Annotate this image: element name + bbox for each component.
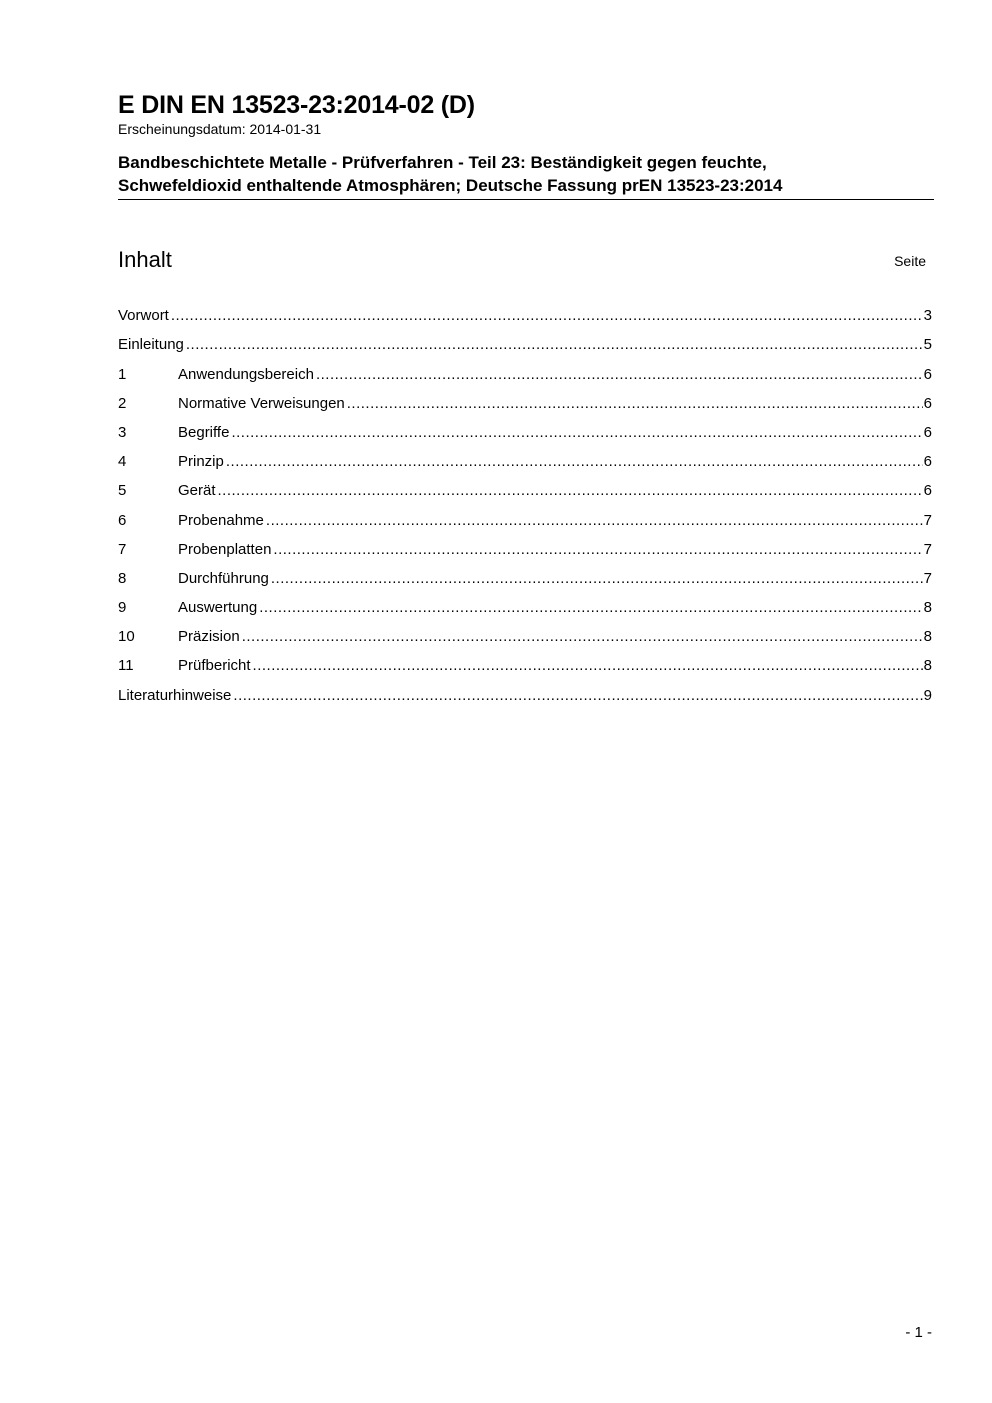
toc-entry-page: 8 [923, 657, 932, 675]
toc-leader-dots [171, 304, 923, 328]
toc-entry-label: Einleitung [118, 336, 184, 354]
document-title-line-2: Schwefeldioxid enthaltende Atmosphären; Deutsche Fassung prEN 13523-23:2014 [118, 176, 783, 195]
toc-entry[interactable] [118, 562, 932, 591]
toc-leader-dots [226, 450, 923, 474]
toc-entry[interactable] [118, 387, 932, 416]
document-title-line-1: Bandbeschichtete Metalle - Prüfverfahren - Teil 23: Beständigkeit gegen feuchte, [118, 153, 767, 172]
toc-leader-dots [273, 538, 922, 562]
toc-leader-dots [316, 363, 923, 387]
toc-entry[interactable] [118, 416, 932, 445]
toc-leader-dots [266, 509, 923, 533]
toc-title: Inhalt [118, 247, 172, 272]
toc-heading-row [118, 245, 926, 275]
toc-leader-dots [186, 333, 923, 357]
toc-entry-number: 4 [118, 453, 127, 471]
toc-entry-page: 7 [923, 540, 932, 558]
toc-entry-label: Vorwort [118, 307, 169, 325]
toc-entry-label: Prüfbericht [178, 657, 251, 675]
document-id: E DIN EN 13523-23:2014-02 (D) [118, 91, 475, 119]
toc-leader-dots [253, 654, 923, 678]
toc-entry-page: 7 [923, 569, 932, 587]
toc-entry-number: 7 [118, 540, 127, 558]
toc-leader-dots [271, 567, 923, 591]
toc-entry-page: 8 [923, 628, 932, 646]
toc-entry-page: 6 [923, 365, 932, 383]
toc-entry-number: 3 [118, 423, 127, 441]
toc-page-column-label: Seite [894, 253, 926, 269]
toc-entry-label: Literaturhinweise [118, 686, 232, 704]
toc-entry-label: Präzision [178, 628, 240, 646]
toc-entry[interactable] [118, 299, 932, 328]
toc-entry[interactable] [118, 445, 932, 474]
toc-entry-number: 5 [118, 482, 127, 500]
toc-entry-number: 8 [118, 569, 127, 587]
toc-leader-dots [242, 625, 923, 649]
toc-entry[interactable] [118, 328, 932, 357]
toc-entry[interactable] [118, 474, 932, 503]
toc-entry-number: 11 [118, 657, 134, 675]
toc-entry-page: 9 [923, 686, 932, 704]
toc-entry-page: 7 [923, 511, 932, 529]
toc-entry[interactable] [118, 649, 932, 678]
table-of-contents [118, 299, 932, 708]
toc-entry[interactable] [118, 591, 932, 620]
toc-entry[interactable] [118, 678, 932, 707]
toc-entry[interactable] [118, 357, 932, 386]
toc-entry-label: Durchführung [178, 569, 269, 587]
document-title [118, 151, 934, 200]
toc-leader-dots [347, 392, 923, 416]
toc-entry-label: Auswertung [178, 599, 258, 617]
toc-entry-page: 6 [923, 394, 932, 412]
toc-entry-label: Probenplatten [178, 540, 272, 558]
toc-entry-page: 6 [923, 482, 932, 500]
toc-entry-number: 1 [118, 365, 127, 383]
toc-entry-number: 6 [118, 511, 127, 529]
toc-entry-number: 9 [118, 599, 127, 617]
toc-entry-page: 3 [923, 307, 932, 325]
toc-entry-label: Gerät [178, 482, 216, 500]
toc-entry-label: Prinzip [178, 453, 224, 471]
publication-date: Erscheinungsdatum: 2014-01-31 [118, 121, 322, 137]
page-number: - 1 - [905, 1324, 932, 1341]
toc-entry-label: Normative Verweisungen [178, 394, 345, 412]
toc-entry[interactable] [118, 533, 932, 562]
toc-entry-page: 6 [923, 453, 932, 471]
document-header [118, 90, 934, 200]
toc-leader-dots [259, 596, 922, 620]
toc-leader-dots [233, 684, 922, 708]
toc-leader-dots [218, 479, 923, 503]
toc-entry-page: 8 [923, 599, 932, 617]
toc-entry-page: 6 [923, 423, 932, 441]
toc-entry-page: 5 [923, 336, 932, 354]
toc-entry-label: Anwendungsbereich [178, 365, 314, 383]
toc-entry-number: 2 [118, 394, 127, 412]
toc-entry-label: Begriffe [178, 423, 230, 441]
toc-leader-dots [231, 421, 922, 445]
toc-entry-number: 10 [118, 628, 135, 646]
toc-entry[interactable] [118, 503, 932, 532]
toc-entry-label: Probenahme [178, 511, 264, 529]
toc-entry[interactable] [118, 620, 932, 649]
